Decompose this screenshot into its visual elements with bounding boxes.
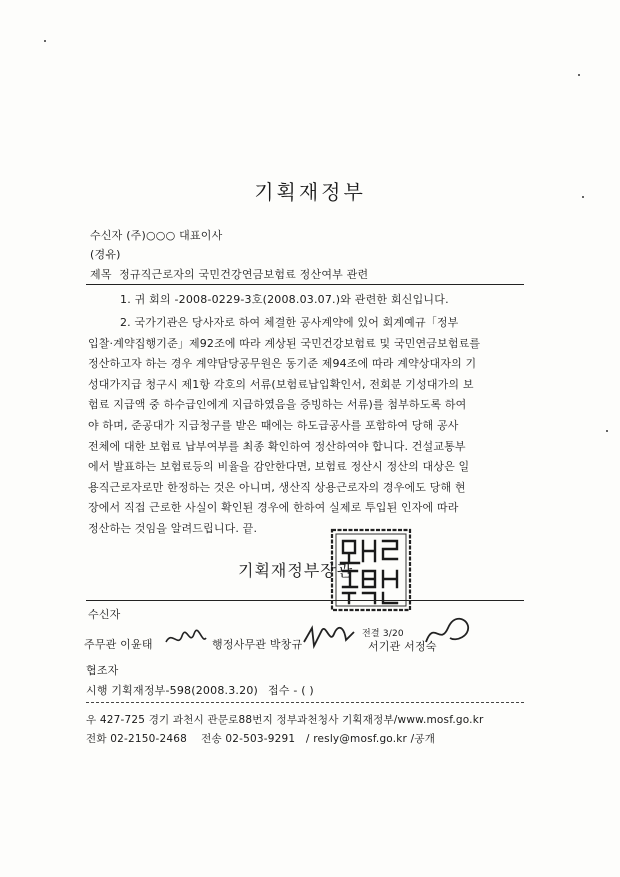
paragraph-2-line: 정산하는 것임을 알려드립니다. 끝. (88, 521, 258, 535)
recipient-label: 수신자 (90, 229, 123, 242)
officer3-signature (420, 612, 472, 650)
subject-divider (86, 284, 524, 285)
paragraph-2-line: 정산하고자 하는 경우 계약담당공무원은 동기준 제94조에 따라 계약상대자의 기 (88, 357, 477, 371)
scan-speck (606, 430, 608, 432)
subject-value: 정규직근로자의 국민건강연금보험료 정산여부 관련 (119, 268, 369, 281)
paragraph-2-line: 험료 지급액 중 하수급인에게 지급하였음을 증빙하는 서류)를 첨부하도록 하여 (88, 398, 467, 412)
staff-officer-1: 주무관 이윤태 (84, 638, 153, 651)
fax-number: 전송 02-503-9291 (201, 733, 296, 745)
footer-divider (86, 600, 524, 601)
email-and-disclosure: / resly@mosf.go.kr /공개 (305, 733, 436, 745)
cooperator-label: 협조자 (86, 664, 119, 677)
contact-line (86, 731, 435, 746)
paragraph-2-line: 야 하며, 준공대가 지급청구를 받은 때에는 하도급공사를 포함하여 당해 공사 (88, 418, 459, 432)
phone-number: 전화 02-2150-2468 (86, 733, 188, 745)
document-title: 기획재정부 (254, 180, 366, 204)
subject-line (90, 266, 368, 282)
officer1-signature (164, 628, 208, 650)
recipient-line (90, 227, 222, 243)
paragraph-2-line: 장에서 직접 근로한 사실이 확인된 경우에 한하여 실제로 투입된 인자에 따라 (88, 501, 459, 515)
signer-name: 기획재정부장관 (238, 561, 354, 580)
paragraph-2-line: 입찰·계약집행기준」제92조에 따라 계상된 국민건강보험료 및 국민연금보험료를 (88, 336, 481, 350)
paragraph-2-line: 용직근로자로만 한정하는 것은 아니며, 생산직 상용근로자의 경우에도 당해 현 (88, 480, 466, 494)
decision-mark: 전결 3/20 (362, 629, 404, 639)
paragraph-2-line: 2. 국가기관은 당사자로 하여 체결한 공사계약에 있어 회계예규「정부 (120, 316, 459, 329)
address-divider (86, 702, 524, 703)
paragraph-2-line: 전체에 대한 보험료 납부여부를 최종 확인하여 정산하여야 합니다. 건설교통부 (88, 439, 466, 453)
scan-speck (44, 40, 46, 42)
staff-officer-3: 서기관 서정숙 (368, 640, 437, 653)
subject-label: 제목 (90, 268, 112, 281)
scan-speck (578, 74, 580, 76)
via-line: (경유) (90, 248, 121, 261)
paragraph-2-line: 에서 발표하는 보험료등의 비율을 감안한다면, 보험료 정산시 정산의 대상은 일 (88, 460, 470, 474)
paragraph-2-line: 성대가지급 청구시 제1항 각호의 서류(보험료납입확인서, 전회분 기성대가의 보 (88, 377, 474, 391)
paragraph-1: 1. 귀 회의 -2008-0229-3호(2008.03.07.)와 관련한 회신입니다. (120, 293, 449, 306)
paragraph-2 (88, 313, 518, 540)
footer-recipient-label: 수신자 (88, 608, 121, 621)
reception-line: 접수 - ( ) (268, 684, 314, 697)
enforcement-line: 시행 기획재정부-598(2008.3.20) (86, 684, 259, 697)
officer2-signature (300, 622, 356, 652)
recipient-value: (주)○○○ 대표이사 (126, 229, 223, 242)
staff-officer-2: 행정사무관 박창규 (212, 638, 303, 651)
address-line: 우 427-725 경기 과천시 관문로88번지 정부과천청사 기획재정부/www.mosf.go.kr (86, 714, 484, 726)
